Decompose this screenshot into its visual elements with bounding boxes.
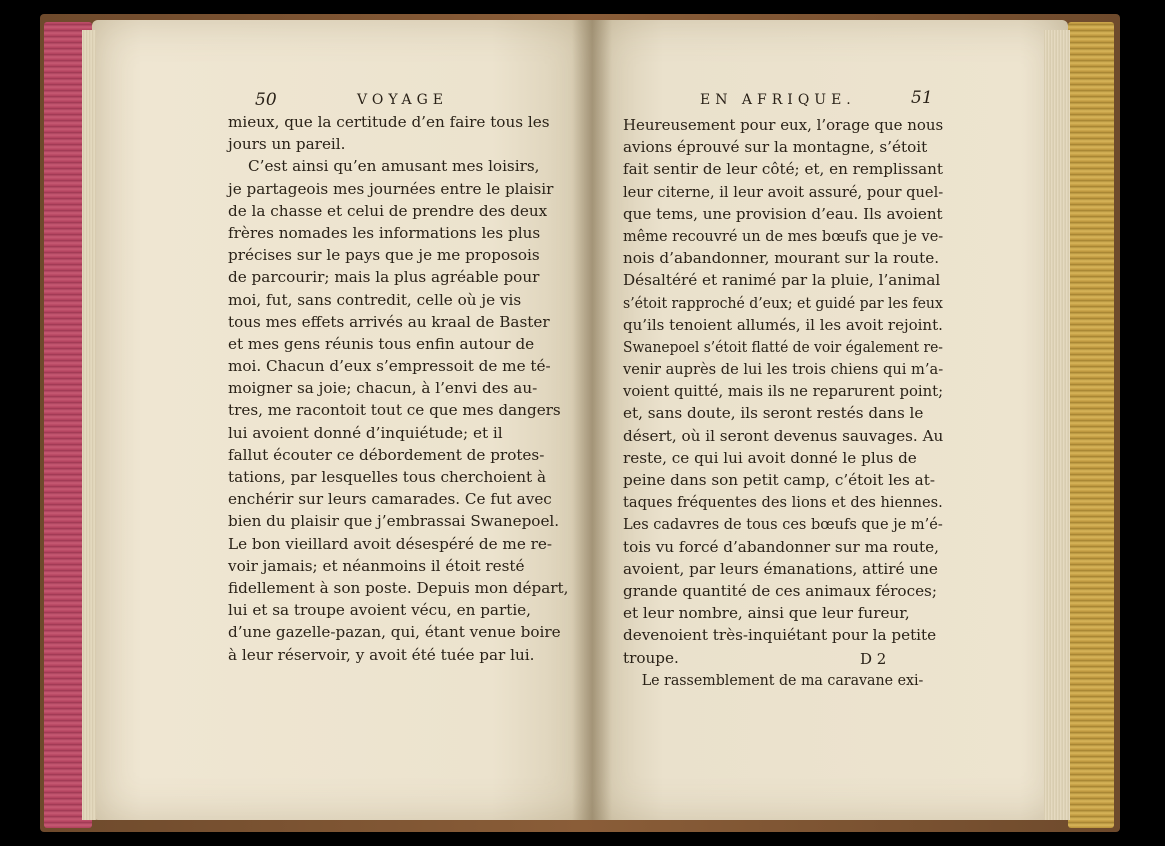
text-line: qu’ils tenoient allumés, il les avoit rejoint. [623, 315, 943, 334]
text-line: Le rassemblement de ma caravane exi- [641, 670, 924, 689]
text-line: tous mes effets arrivés au kraal de Baster [228, 312, 550, 331]
text-line: désert, où il seront devenus sauvages. Au [623, 426, 944, 445]
right-page-stack [1044, 30, 1070, 820]
text-line: troupe. [623, 648, 679, 667]
text-line: avoient, par leurs émanations, attiré une [623, 559, 938, 578]
text-line: devenoient très-inquiétant pour la petite [623, 626, 937, 645]
text-line: moi. Chacun d’eux s’empressoit de me té- [228, 357, 551, 376]
text-line: Heureusement pour eux, l’orage que nous [623, 116, 944, 134]
text-line: je partageois mes journées entre le plaisir [228, 179, 554, 198]
text-line: tres, me racontoit tout ce que mes dangers [228, 401, 561, 420]
text-line: peine dans son petit camp, c’étoit les at- [623, 471, 935, 489]
text-line: venir auprès de lui les trois chiens qui m’a- [623, 360, 944, 379]
right-running-head: EN AFRIQUE. [700, 92, 856, 108]
text-line: frères nomades les informations les plus [228, 223, 541, 242]
left-page-text [228, 111, 568, 666]
text-line: Le bon vieillard avoit désespéré de me re- [228, 534, 553, 553]
text-line: grande quantité de ces animaux féroces; [623, 581, 937, 600]
text-line: Les cadavres de tous ces bœufs que je m’é- [623, 515, 943, 534]
left-page-number: 50 [255, 90, 277, 110]
text-line: s’étoit rapproché d’eux; et guidé par les feux [623, 293, 943, 312]
text-line: leur citerne, il leur avoit assuré, pour quel- [623, 182, 944, 201]
book-gutter [572, 20, 612, 820]
right-page-text [623, 114, 975, 691]
text-line: moi, fut, sans contredit, celle où je vis [228, 290, 522, 309]
right-page-edge [1068, 22, 1114, 828]
text-line: mieux, que la certitude d’en faire tous les [228, 113, 550, 131]
text-line: tois vu forcé d’abandonner sur ma route, [623, 537, 939, 556]
text-line: fidellement à son poste. Depuis mon départ, [228, 578, 569, 597]
text-line: et leur nombre, ainsi que leur fureur, [623, 604, 910, 623]
text-line: d’une gazelle-pazan, qui, étant venue boire [228, 623, 561, 642]
text-line: avions éprouvé sur la montagne, s’étoit [623, 138, 928, 157]
text-line: lui avoient donné d’inquiétude; et il [228, 423, 503, 442]
text-line: enchérir sur leurs camarades. Ce fut avec [228, 490, 552, 509]
text-line: à leur réservoir, y avoit été tuée par lui. [228, 645, 535, 664]
text-line: fallut écouter ce débordement de protes- [228, 445, 545, 464]
text-line: de parcourir; mais la plus agréable pour [228, 268, 540, 287]
text-line: reste, ce qui lui avoit donné le plus de [623, 448, 917, 467]
text-line: fait sentir de leur côté; et, en remplissant [623, 160, 943, 179]
text-line: moigner sa joie; chacun, à l’envi des au- [228, 379, 538, 398]
text-line: jours un pareil. [228, 135, 346, 154]
text-line: que tems, une provision d’eau. Ils avoient [623, 204, 943, 223]
text-line: nois d’abandonner, mourant sur la route. [623, 249, 940, 268]
text-line: Désaltéré et ranimé par la pluie, l’animal [623, 271, 941, 290]
text-line: C’est ainsi qu’en amusant mes loisirs, [248, 157, 540, 176]
text-line: et, sans doute, ils seront restés dans le [623, 404, 924, 423]
text-line: bien du plaisir que j’embrassai Swanepoel. [228, 512, 560, 531]
text-line: précises sur le pays que je me proposois [228, 246, 540, 265]
text-line: voir jamais; et néanmoins il étoit resté [228, 556, 525, 575]
left-page-stack [82, 30, 96, 820]
text-line: tations, par lesquelles tous cherchoient à [228, 468, 547, 486]
text-line: Swanepoel s’étoit flatté de voir également re- [623, 337, 943, 356]
text-line: et mes gens réunis tous enfin autour de [228, 334, 535, 353]
text-line: de la chasse et celui de prendre des deux [228, 201, 548, 220]
left-running-head: VOYAGE [357, 92, 449, 108]
right-page-number: 51 [911, 88, 933, 108]
text-line: voient quitté, mais ils ne reparurent point; [623, 382, 944, 401]
signature-mark: D 2 [860, 650, 887, 668]
text-line: lui et sa troupe avoient vécu, en partie, [228, 601, 532, 620]
text-line: taques fréquentes des lions et des hiennes. [623, 493, 943, 512]
text-line: même recouvré un de mes bœufs que je ve- [623, 226, 944, 245]
